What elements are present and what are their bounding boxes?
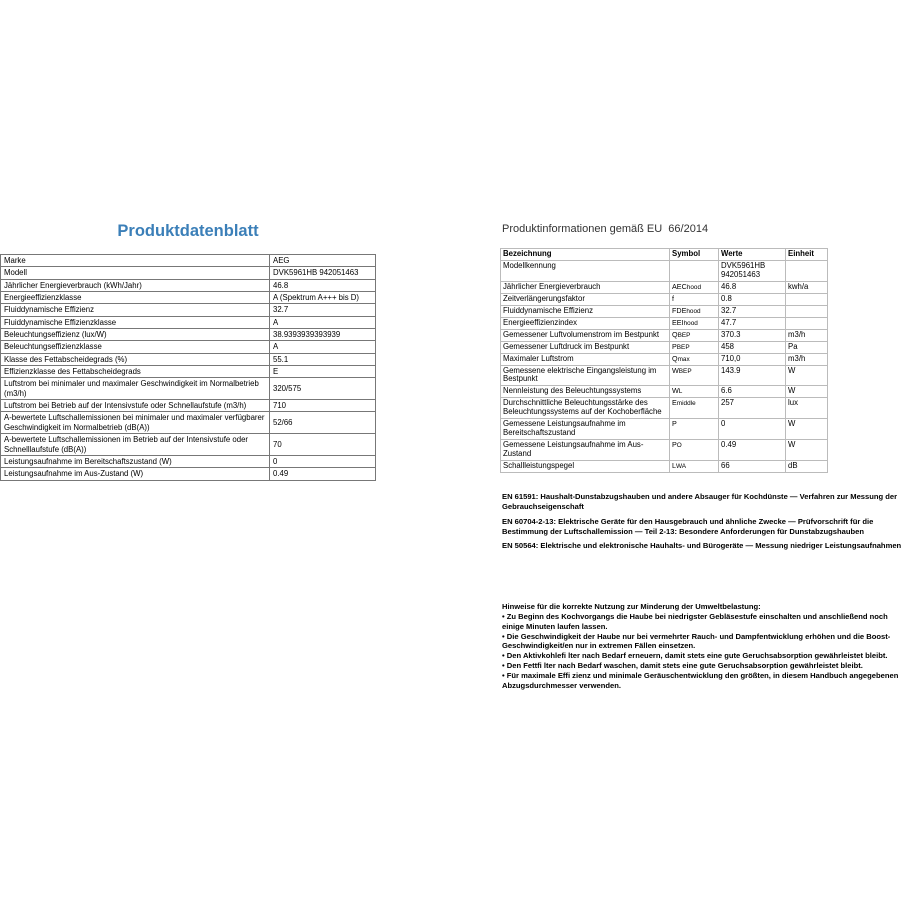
- row-value: 55.1: [270, 353, 376, 365]
- row-symbol: [670, 440, 719, 461]
- row-value: 32.7: [270, 304, 376, 316]
- hint-item: • Zu Beginn des Kochvorgangs die Haube bei niedrigster Gebläsestufe einschalten und anschließend noch einige Minuten laufen lassen.: [502, 611, 888, 631]
- row-value: 32.7: [719, 305, 786, 317]
- row-label: Luftstrom bei minimaler und maximaler Geschwindigkeit im Normalbetrieb (m3/h): [1, 378, 270, 400]
- table-row: [1, 304, 376, 316]
- row-unit: W: [786, 365, 828, 386]
- table-row: [1, 316, 376, 328]
- row-value: 6.6: [719, 386, 786, 398]
- row-value: A: [270, 341, 376, 353]
- product-info-table: [500, 248, 828, 473]
- row-name: Gemessener Luftvolumenstrom im Bestpunkt: [501, 329, 670, 341]
- table-row: [501, 440, 828, 461]
- row-symbol: [670, 365, 719, 386]
- row-label: Beleuchtungseffizienzklasse: [1, 341, 270, 353]
- row-symbol: [670, 461, 719, 473]
- row-value: 52/66: [270, 412, 376, 434]
- table-row: [1, 455, 376, 467]
- row-symbol: [670, 353, 719, 365]
- row-value: E: [270, 366, 376, 378]
- table-row: [1, 341, 376, 353]
- row-label: Marke: [1, 255, 270, 267]
- table-row: [501, 398, 828, 419]
- row-name: Fluiddynamische Effizienz: [501, 305, 670, 317]
- row-value: 47.7: [719, 317, 786, 329]
- row-unit: W: [786, 419, 828, 440]
- standard-item: EN 60704-2-13: Elektrische Geräte für den Hausgebrauch und ähnliche Zwecke — Prüfvorschrift für die Bestimmung der Luftschallemission — Teil 2-13: Besondere Anforderungen für Dunstabzugshauben: [502, 516, 874, 536]
- header-value: Werte: [719, 249, 786, 261]
- symbol-subscript: BEP: [678, 367, 692, 375]
- row-name: Zeitverlängerungsfaktor: [501, 293, 670, 305]
- symbol-base: P: [672, 341, 677, 351]
- symbol-base: Q: [672, 329, 678, 339]
- table-row: [501, 281, 828, 293]
- hint-item: • Den Aktivkohlefi lter nach Bedarf erneuern, damit stets eine gute Geruchsabsorption gewährleistet bleibt.: [502, 651, 888, 661]
- table-row: [1, 267, 376, 279]
- symbol-subscript: hood: [683, 319, 698, 327]
- row-label: Jährlicher Energieverbrauch (kWh/Jahr): [1, 279, 270, 291]
- row-symbol: [670, 317, 719, 329]
- row-unit: dB: [786, 461, 828, 473]
- table-row: [1, 329, 376, 341]
- row-symbol: [670, 386, 719, 398]
- row-unit: [786, 305, 828, 317]
- row-value: 0.8: [719, 293, 786, 305]
- table-row: [501, 260, 828, 281]
- row-value: 70: [270, 434, 376, 456]
- header-name: Bezeichnung: [501, 249, 670, 261]
- row-unit: [786, 293, 828, 305]
- table-row: [501, 305, 828, 317]
- hint-item: • Die Geschwindigkeit der Haube nur bei vermehrter Rauch- und Dampfentwicklung erhöhen und die Boost-Geschwindigkeit/en nur in extremen Fällen einsetzen.: [502, 631, 891, 651]
- symbol-base: W: [672, 365, 679, 375]
- row-value: 66: [719, 461, 786, 473]
- table-row: [1, 378, 376, 400]
- symbol-base: W: [672, 386, 679, 396]
- row-value: 143.9: [719, 365, 786, 386]
- row-value: 320/575: [270, 378, 376, 400]
- header-symbol: Symbol: [670, 249, 719, 261]
- row-value: 0.49: [719, 440, 786, 461]
- row-label: Leistungsaufnahme im Bereitschaftszustand (W): [1, 455, 270, 467]
- header-unit: Einheit: [786, 249, 828, 261]
- table-row: [501, 293, 828, 305]
- table-row: [1, 279, 376, 291]
- table-row: [1, 412, 376, 434]
- row-value: DVK5961HB 942051463: [270, 267, 376, 279]
- row-value: A (Spektrum A+++ bis D): [270, 292, 376, 304]
- symbol-base: P: [672, 440, 677, 450]
- row-symbol: [670, 281, 719, 293]
- symbol-subscript: BEP: [677, 331, 691, 339]
- row-value: 710: [270, 400, 376, 412]
- symbol-subscript: hood: [686, 307, 701, 315]
- table-row: [501, 461, 828, 473]
- table-row: [501, 329, 828, 341]
- table-row: [1, 434, 376, 456]
- row-label: Leistungsaufnahme im Aus-Zustand (W): [1, 468, 270, 480]
- row-value: 0.49: [270, 468, 376, 480]
- symbol-subscript: hood: [686, 283, 701, 291]
- symbol-base: f: [672, 293, 674, 303]
- row-symbol: [670, 260, 719, 281]
- symbol-base: Q: [672, 353, 678, 363]
- row-symbol: [670, 341, 719, 353]
- symbol-subscript: WA: [676, 463, 687, 471]
- row-name: Nennleistung des Beleuchtungssystems: [501, 386, 670, 398]
- symbol-base: L: [672, 461, 676, 471]
- row-unit: [786, 317, 828, 329]
- row-label: Effizienzklasse des Fettabscheidegrads: [1, 366, 270, 378]
- row-label: Beleuchtungseffizienz (lux/W): [1, 329, 270, 341]
- row-name: Schallleistungspegel: [501, 461, 670, 473]
- row-label: Fluiddynamische Effizienzklasse: [1, 316, 270, 328]
- symbol-subscript: max: [677, 355, 690, 363]
- row-name: Energieeffizienzindex: [501, 317, 670, 329]
- symbol-subscript: middle: [676, 400, 696, 408]
- product-info-title: Produktinformationen gemäß EU 66/2014: [502, 223, 709, 235]
- symbol-subscript: BEP: [676, 343, 690, 351]
- row-symbol: [670, 305, 719, 317]
- row-name: Gemessene Leistungsaufnahme im Aus-Zustand: [501, 440, 670, 461]
- symbol-base: E: [672, 398, 677, 408]
- standard-item: EN 50564: Elektrische und elektronische Hauhalts- und Bürogeräte — Messung niedriger Leistungsaufnahmen: [502, 541, 902, 551]
- symbol-subscript: O: [676, 442, 682, 450]
- table-row: [501, 419, 828, 440]
- row-value: A: [270, 316, 376, 328]
- table-row: [501, 365, 828, 386]
- row-symbol: [670, 419, 719, 440]
- table-header-row: [501, 249, 828, 261]
- table-row: [501, 386, 828, 398]
- row-name: Durchschnittliche Beleuchtungsstärke des Beleuchtungssystems auf der Kochoberfläche: [501, 398, 670, 419]
- standards-section: [502, 492, 902, 556]
- row-unit: m3/h: [786, 353, 828, 365]
- row-value: 38.9393939393939: [270, 329, 376, 341]
- symbol-subscript: L: [678, 388, 683, 396]
- row-label: Luftstrom bei Betrieb auf der Intensivstufe oder Schnellaufstufe (m3/h): [1, 400, 270, 412]
- row-name: Gemessener Luftdruck im Bestpunkt: [501, 341, 670, 353]
- row-label: Fluiddynamische Effizienz: [1, 304, 270, 316]
- row-label: Energieeffizienzklasse: [1, 292, 270, 304]
- symbol-base: EEI: [672, 317, 684, 327]
- row-unit: Pa: [786, 341, 828, 353]
- row-value: 458: [719, 341, 786, 353]
- row-label: Klasse des Fettabscheidegrads (%): [1, 353, 270, 365]
- row-symbol: [670, 398, 719, 419]
- symbol-base: AEC: [672, 281, 687, 291]
- row-value: 46.8: [719, 281, 786, 293]
- row-symbol: [670, 293, 719, 305]
- row-symbol: [670, 329, 719, 341]
- row-label: A-bewertete Luftschallemissionen bei minimaler und maximaler verfügbarer Geschwindigkeit im Normalbetrieb (dB(A)): [1, 412, 270, 434]
- product-datasheet-table: [0, 254, 376, 481]
- row-name: Gemessene Leistungsaufnahme im Bereitschaftszustand: [501, 419, 670, 440]
- table-row: [1, 255, 376, 267]
- row-value: 370.3: [719, 329, 786, 341]
- row-value: 46.8: [270, 279, 376, 291]
- usage-hints-section: [502, 602, 906, 691]
- table-row: [1, 292, 376, 304]
- row-unit: W: [786, 386, 828, 398]
- row-name: Maximaler Luftstrom: [501, 353, 670, 365]
- product-datasheet-title: Produktdatenblatt: [117, 222, 259, 240]
- symbol-base: FDE: [672, 305, 687, 315]
- row-unit: lux: [786, 398, 828, 419]
- table-row: [1, 468, 376, 480]
- row-value: DVK5961HB 942051463: [719, 260, 786, 281]
- row-unit: W: [786, 440, 828, 461]
- row-name: Gemessene elektrische Eingangsleistung im Bestpunkt: [501, 365, 670, 386]
- hint-item: • Den Fettfi lter nach Bedarf waschen, damit stets eine gute Geruchsabsorption gewährleistet bleibt.: [502, 661, 863, 671]
- table-row: [501, 353, 828, 365]
- row-value: 0: [270, 455, 376, 467]
- row-unit: m3/h: [786, 329, 828, 341]
- symbol-base: P: [672, 419, 677, 429]
- table-row: [1, 400, 376, 412]
- table-row: [1, 353, 376, 365]
- hints-title: Hinweise für die korrekte Nutzung zur Minderung der Umweltbelastung:: [502, 602, 761, 611]
- table-row: [1, 366, 376, 378]
- hint-item: • Für maximale Effi zienz und minimale Geräuschentwicklung den größten, in diesem Handbuch angegebenen Abzugsdurchmesser verwenden.: [502, 671, 899, 690]
- standard-item: EN 61591: Haushalt-Dunstabzugshauben und andere Absauger für Kochdünste — Verfahren zur Messung der Gebrauchseigenschaft: [502, 492, 898, 511]
- row-name: Jährlicher Energieverbrauch: [501, 281, 670, 293]
- row-label: A-bewertete Luftschallemissionen im Betrieb auf der Intensivstufe oder Schnelllaufstufe (dB(A)): [1, 434, 270, 456]
- table-row: [501, 317, 828, 329]
- row-name: Modellkennung: [501, 260, 670, 281]
- row-value: 257: [719, 398, 786, 419]
- table-row: [501, 341, 828, 353]
- row-value: 710,0: [719, 353, 786, 365]
- row-value: AEG: [270, 255, 376, 267]
- row-unit: [786, 260, 828, 281]
- row-unit: kwh/a: [786, 281, 828, 293]
- row-value: 0: [719, 419, 786, 440]
- row-label: Modell: [1, 267, 270, 279]
